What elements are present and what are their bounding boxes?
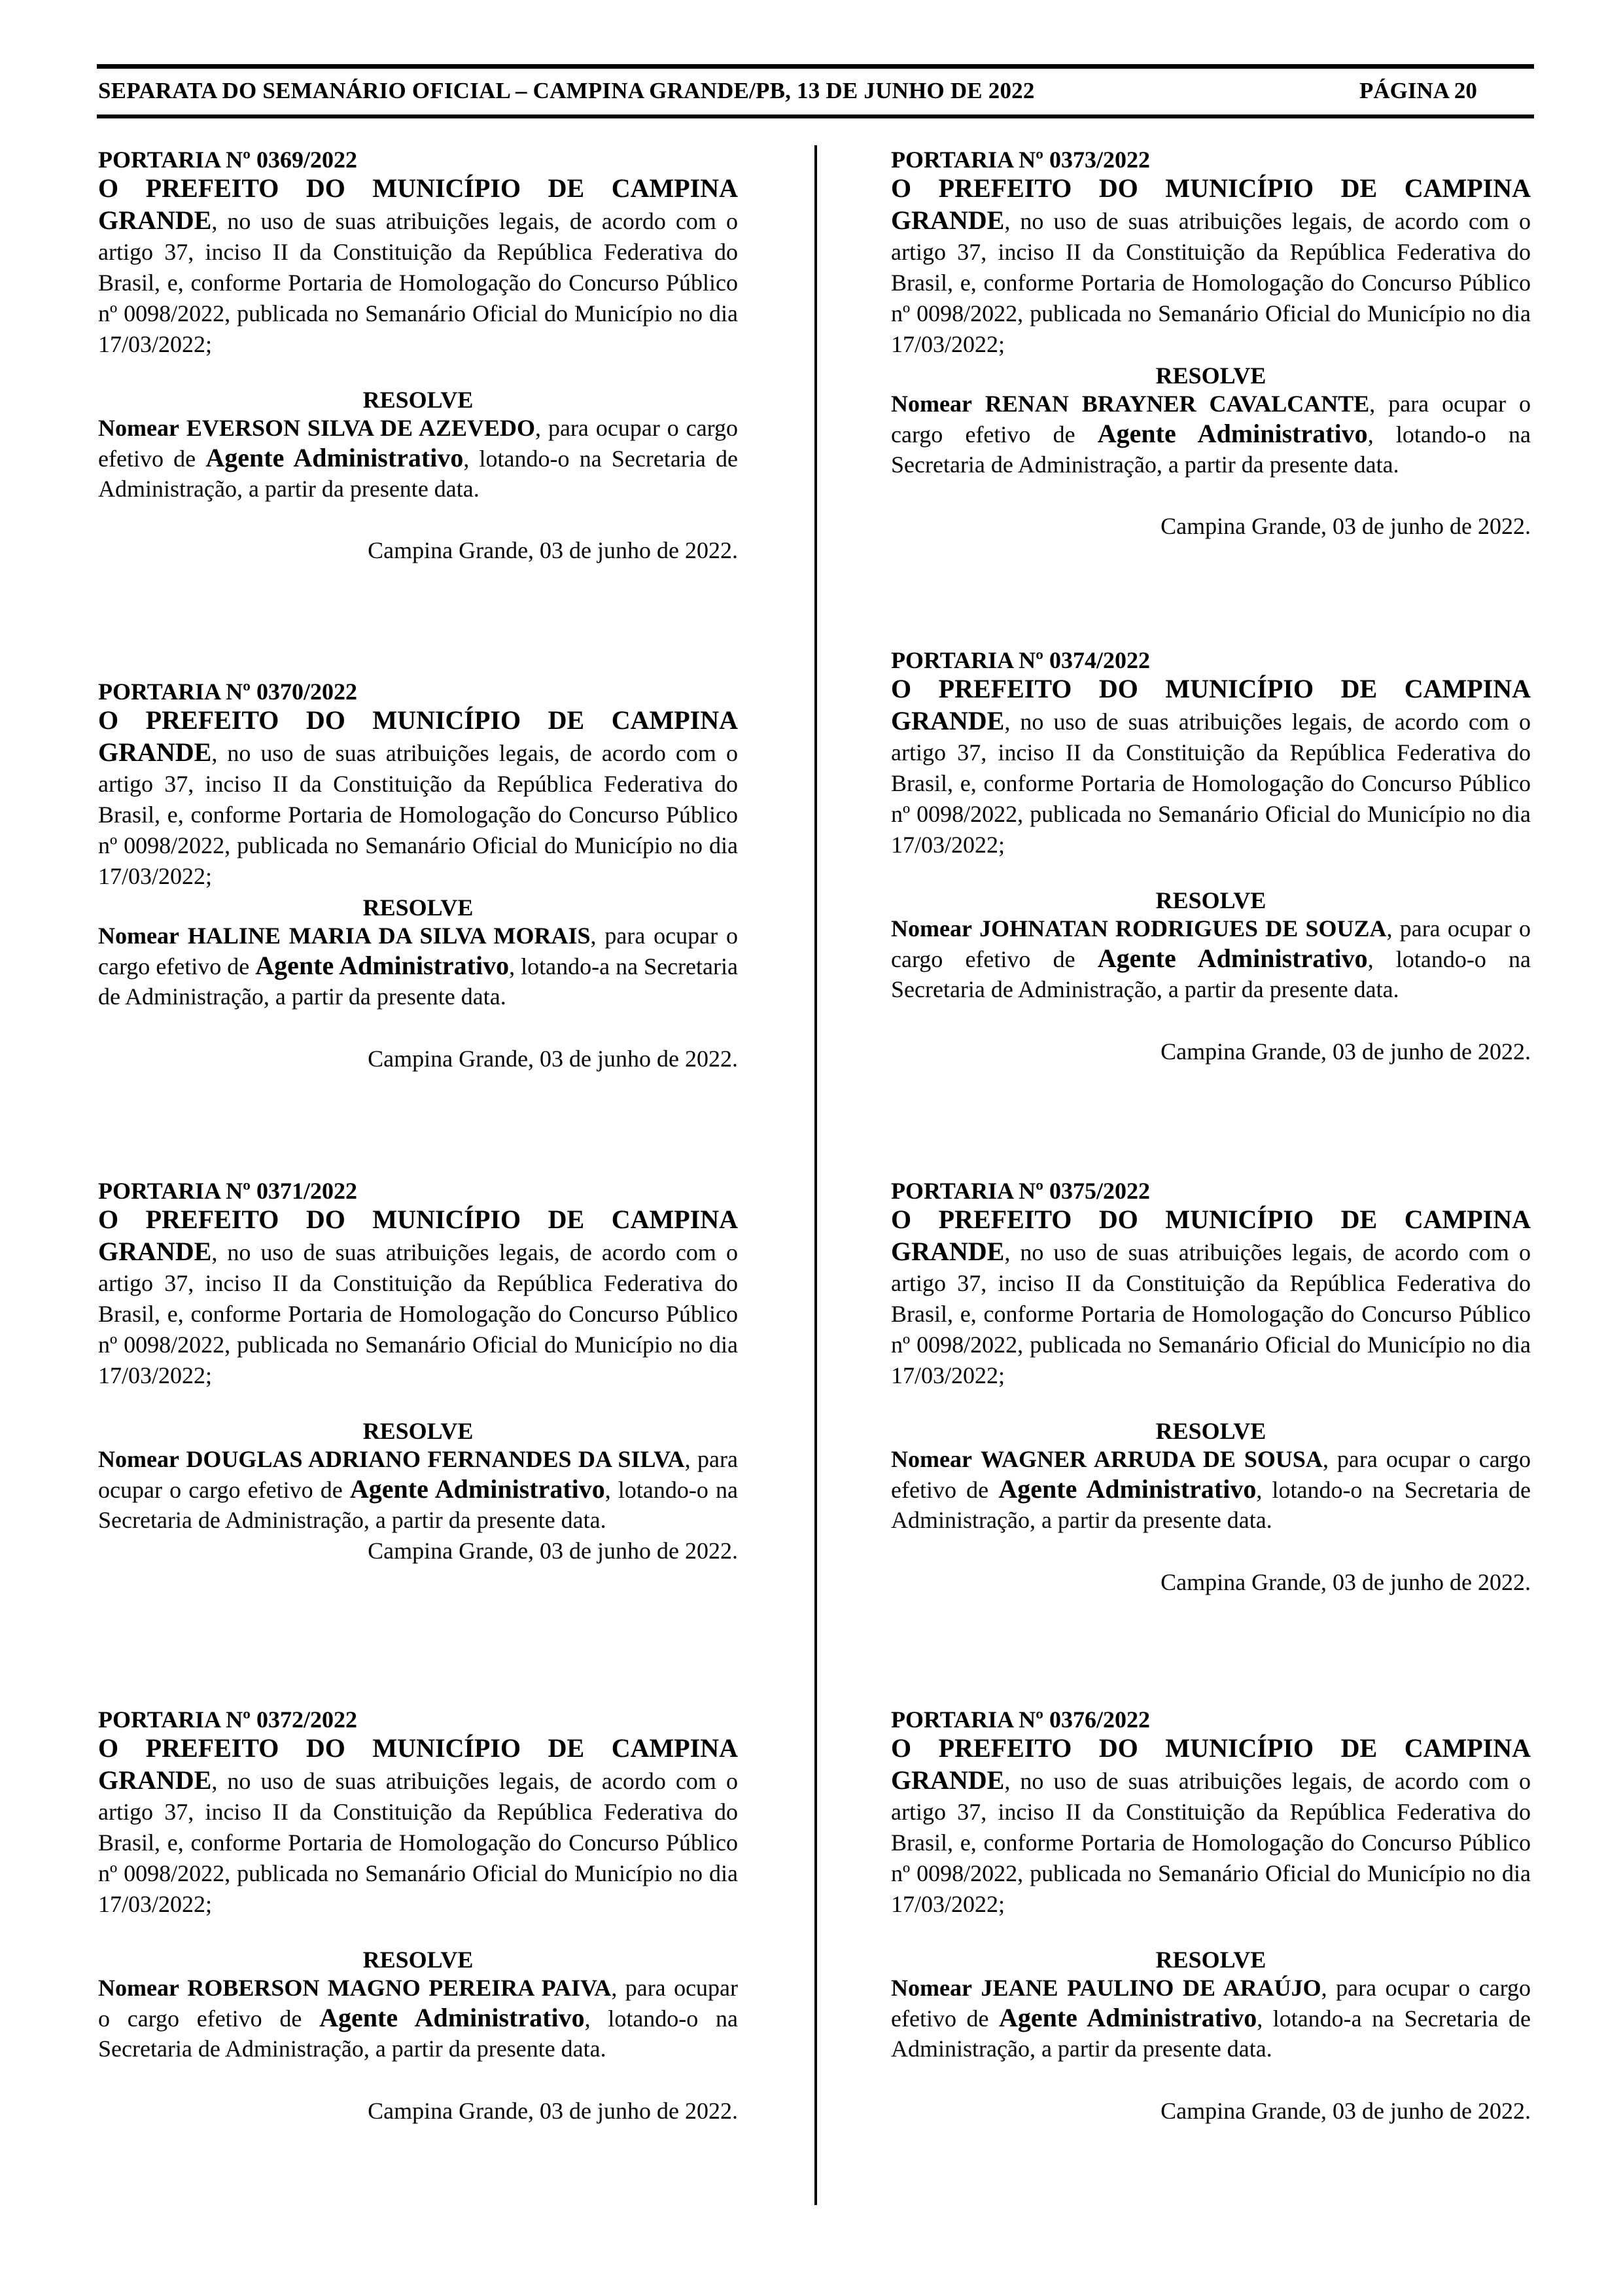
portaria-preamble [98, 173, 738, 360]
nomear-text: , para ocupar o cargo efetivo de [98, 415, 739, 472]
nomear-text: , para ocupar o cargo efetivo de [891, 1975, 1531, 2032]
resolve-heading: RESOLVE [1155, 887, 1266, 913]
preamble-text: , no uso de suas atribuições legais, de acordo com o artigo 37, inciso II da Constituição da República Federativa do Brasil, e, conforme Portaria de Homologação do Concurso Público nº 0098/2022, publicada no Semanário Oficial do Município no dia 17/03/2022; [98, 1239, 738, 1388]
preamble-text: , no uso de suas atribuições legais, de acordo com o artigo 37, inciso II da Constituição da República Federativa do Brasil, e, conforme Portaria de Homologação do Concurso Público nº 0098/2022, publicada no Semanário Oficial do Município no dia 17/03/2022; [891, 709, 1531, 858]
portaria-0371 [98, 1178, 738, 1564]
preamble-text: , no uso de suas atribuições legais, de acordo com o artigo 37, inciso II da Constituição da República Federativa do Brasil, e, conforme Portaria de Homologação do Concurso Público nº 0098/2022, publicada no Semanário Oficial do Município no dia 17/03/2022; [891, 208, 1531, 357]
portaria-0372 [98, 1706, 738, 2124]
nomear-tail: , lotando-a na Secretaria de Administração, a partir da presente data. [98, 953, 738, 1010]
appointee-name: WAGNER ARRUDA DE SOUSA [980, 1446, 1323, 1472]
preamble-text: , no uso de suas atribuições legais, de acordo com o artigo 37, inciso II da Constituição da República Federativa do Brasil, e, conforme Portaria de Homologação do Concurso Público nº 0098/2022, publicada no Semanário Oficial do Município no dia 17/03/2022; [891, 1239, 1531, 1388]
nomear-paragraph [891, 389, 1531, 480]
nomear-tail: , lotando-o na Secretaria de Administração, a partir da presente data. [891, 421, 1531, 478]
preamble-lead: O PREFEITO DO MUNICÍPIO DE CAMPINA GRANDE [98, 173, 738, 235]
appointee-name: RENAN BRAYNER CAVALCANTE [985, 391, 1370, 417]
signature-date: Campina Grande, 03 de junho de 2022. [368, 1046, 738, 1072]
nomear-label: Nomear [891, 1975, 972, 2001]
nomear-label: Nomear [98, 1446, 179, 1472]
nomear-paragraph [98, 1973, 738, 2064]
signature-date: Campina Grande, 03 de junho de 2022. [1161, 1569, 1531, 1595]
page-number: PÁGINA 20 [1359, 78, 1477, 103]
cargo-name: Agente Administrativo [1097, 944, 1368, 973]
portaria-preamble [891, 1733, 1531, 1920]
portaria-preamble [891, 673, 1531, 860]
preamble-lead: O PREFEITO DO MUNICÍPIO DE CAMPINA GRANDE [891, 173, 1531, 235]
cargo-name: Agente Administrativo [1097, 419, 1368, 448]
nomear-text: , para ocupar o cargo efetivo de [891, 1446, 1531, 1503]
cargo-name: Agente Administrativo [255, 951, 510, 980]
nomear-tail: , lotando-a na Secretaria de Administração, a partir da presente data. [891, 2005, 1531, 2062]
nomear-paragraph [98, 1444, 738, 1535]
preamble-text: , no uso de suas atribuições legais, de acordo com o artigo 37, inciso II da Constituição da República Federativa do Brasil, e, conforme Portaria de Homologação do Concurso Público nº 0098/2022, publicada no Semanário Oficial do Município no dia 17/03/2022; [98, 208, 738, 357]
preamble-lead: O PREFEITO DO MUNICÍPIO DE CAMPINA GRANDE [891, 1733, 1531, 1795]
signature-date: Campina Grande, 03 de junho de 2022. [1161, 513, 1531, 539]
resolve-heading: RESOLVE [1155, 1418, 1266, 1444]
preamble-lead: O PREFEITO DO MUNICÍPIO DE CAMPINA GRANDE [891, 1205, 1531, 1266]
cargo-name: Agente Administrativo [205, 443, 464, 472]
nomear-paragraph [891, 913, 1531, 1004]
nomear-tail: , lotando-o na Secretaria de Administração, a partir da presente data. [98, 2005, 738, 2062]
portaria-title: PORTARIA Nº 0371/2022 [98, 1178, 357, 1204]
portaria-title: PORTARIA Nº 0376/2022 [891, 1706, 1150, 1733]
nomear-text: , para ocupar o cargo efetivo de [891, 391, 1531, 448]
nomear-label: Nomear [98, 1975, 179, 2001]
resolve-heading: RESOLVE [362, 894, 474, 921]
portaria-0370 [98, 679, 738, 1072]
nomear-tail: , lotando-o na Secretaria de Administração, a partir da presente data. [891, 946, 1531, 1002]
publication-header: SEPARATA DO SEMANÁRIO OFICIAL – CAMPINA GRANDE/PB, 13 DE JUNHO DE 2022 [98, 78, 1035, 103]
cargo-name: Agente Administrativo [998, 2003, 1257, 2032]
portaria-title: PORTARIA Nº 0375/2022 [891, 1178, 1150, 1204]
nomear-label: Nomear [98, 923, 179, 949]
cargo-name: Agente Administrativo [349, 1474, 605, 1504]
preamble-lead: O PREFEITO DO MUNICÍPIO DE CAMPINA GRANDE [98, 1205, 738, 1266]
portaria-0374 [891, 647, 1531, 1065]
resolve-heading: RESOLVE [362, 1947, 474, 1973]
portaria-title: PORTARIA Nº 0373/2022 [891, 147, 1150, 173]
portaria-preamble [891, 173, 1531, 360]
preamble-lead: O PREFEITO DO MUNICÍPIO DE CAMPINA GRANDE [98, 705, 738, 767]
nomear-tail: , lotando-o na Secretaria de Administração, a partir da presente data. [891, 1477, 1531, 1533]
signature-date: Campina Grande, 03 de junho de 2022. [368, 537, 738, 563]
portaria-preamble [98, 1733, 738, 1920]
resolve-heading: RESOLVE [362, 387, 474, 413]
cargo-name: Agente Administrativo [998, 1474, 1257, 1504]
column-divider [814, 145, 817, 2205]
resolve-heading: RESOLVE [362, 1418, 474, 1444]
resolve-heading: RESOLVE [1155, 362, 1266, 389]
portaria-preamble [98, 705, 738, 892]
preamble-text: , no uso de suas atribuições legais, de acordo com o artigo 37, inciso II da Constituição da República Federativa do Brasil, e, conforme Portaria de Homologação do Concurso Público nº 0098/2022, publicada no Semanário Oficial do Município no dia 17/03/2022; [98, 740, 738, 889]
portaria-preamble [891, 1204, 1531, 1391]
portaria-0375 [891, 1178, 1531, 1595]
portaria-title: PORTARIA Nº 0370/2022 [98, 679, 357, 705]
nomear-paragraph [891, 1973, 1531, 2064]
cargo-name: Agente Administrativo [319, 2003, 585, 2032]
header-rule-top [97, 64, 1534, 69]
appointee-name: DOUGLAS ADRIANO FERNANDES DA SILVA [186, 1446, 685, 1472]
nomear-text: , para ocupar o cargo efetivo de [98, 1446, 738, 1503]
nomear-label: Nomear [891, 1446, 972, 1472]
nomear-label: Nomear [891, 915, 972, 942]
portaria-title: PORTARIA Nº 0369/2022 [98, 147, 357, 173]
appointee-name: HALINE MARIA DA SILVA MORAIS [187, 923, 591, 949]
appointee-name: JEANE PAULINO DE ARAÚJO [981, 1975, 1321, 2001]
appointee-name: EVERSON SILVA DE AZEVEDO [186, 415, 535, 441]
portaria-preamble [98, 1204, 738, 1391]
nomear-tail: , lotando-o na Secretaria de Administração, a partir da presente data. [98, 446, 738, 502]
signature-date: Campina Grande, 03 de junho de 2022. [368, 1538, 738, 1564]
portaria-0376 [891, 1706, 1531, 2124]
header-rule-bottom [97, 115, 1534, 118]
signature-date: Campina Grande, 03 de junho de 2022. [1161, 1038, 1531, 1065]
appointee-name: JOHNATAN RODRIGUES DE SOUZA [979, 915, 1387, 942]
signature-date: Campina Grande, 03 de junho de 2022. [1161, 2098, 1531, 2124]
nomear-paragraph [98, 413, 738, 504]
resolve-heading: RESOLVE [1155, 1947, 1266, 1973]
signature-date: Campina Grande, 03 de junho de 2022. [368, 2098, 738, 2124]
appointee-name: ROBERSON MAGNO PEREIRA PAIVA [187, 1975, 612, 2001]
nomear-text: , para ocupar o cargo efetivo de [98, 923, 738, 980]
nomear-paragraph [98, 921, 738, 1012]
portaria-title: PORTARIA Nº 0374/2022 [891, 647, 1150, 673]
nomear-paragraph [891, 1444, 1531, 1535]
portaria-title: PORTARIA Nº 0372/2022 [98, 1706, 357, 1733]
preamble-text: , no uso de suas atribuições legais, de acordo com o artigo 37, inciso II da Constituição da República Federativa do Brasil, e, conforme Portaria de Homologação do Concurso Público nº 0098/2022, publicada no Semanário Oficial do Município no dia 17/03/2022; [891, 1768, 1531, 1917]
preamble-lead: O PREFEITO DO MUNICÍPIO DE CAMPINA GRANDE [98, 1733, 738, 1795]
nomear-text: , para ocupar o cargo efetivo de [98, 1975, 739, 2032]
nomear-tail: , lotando-o na Secretaria de Administração, a partir da presente data. [98, 1477, 739, 1533]
preamble-text: , no uso de suas atribuições legais, de acordo com o artigo 37, inciso II da Constituição da República Federativa do Brasil, e, conforme Portaria de Homologação do Concurso Público nº 0098/2022, publicada no Semanário Oficial do Município no dia 17/03/2022; [98, 1768, 738, 1917]
preamble-lead: O PREFEITO DO MUNICÍPIO DE CAMPINA GRANDE [891, 674, 1531, 735]
portaria-0369 [98, 147, 738, 563]
portaria-0373 [891, 147, 1531, 539]
nomear-label: Nomear [891, 391, 972, 417]
nomear-label: Nomear [98, 415, 179, 441]
nomear-text: , para ocupar o cargo efetivo de [891, 915, 1531, 972]
